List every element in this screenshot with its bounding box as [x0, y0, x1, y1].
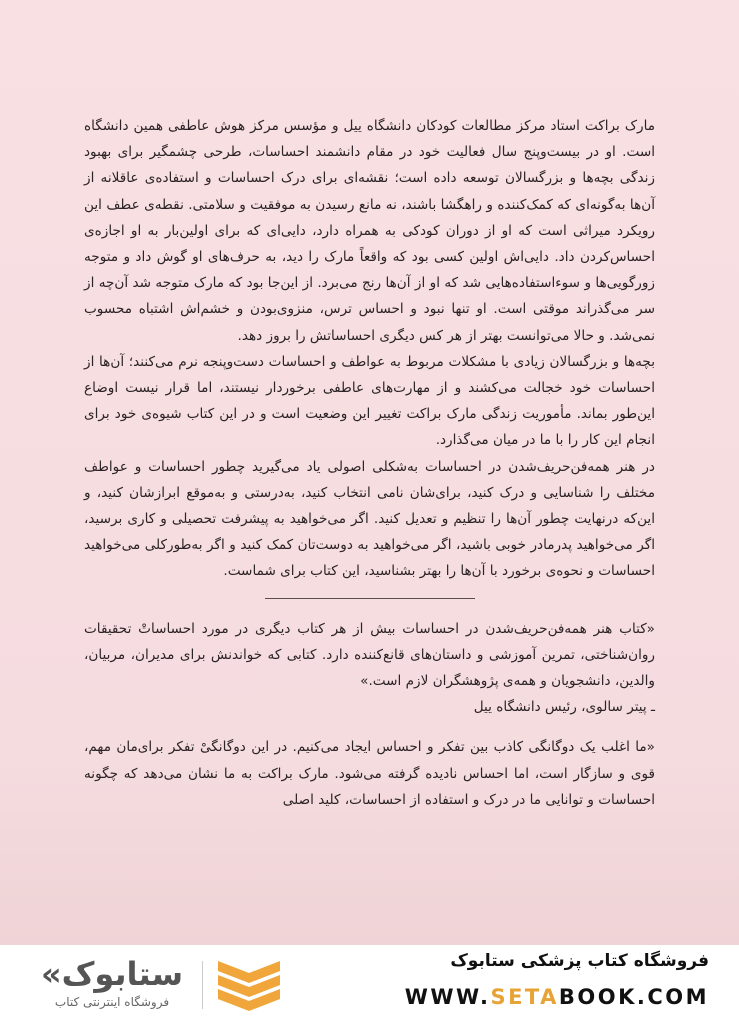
- url-highlight: SETA: [490, 985, 559, 1009]
- section-divider: [265, 598, 475, 599]
- url-prefix: WWW.: [404, 985, 491, 1009]
- store-name: فروشگاه کتاب پزشکی ستابوک: [450, 951, 709, 971]
- logo-wordmark: ستابوک»: [40, 955, 184, 993]
- body-paragraph-2: بچه‌ها و بزرگسالان زیادی با مشکلات مربوط به عواطف و احساسات دست‌وپنجه نرم می‌کنند؛ آن‌ها از احساسات خود خجالت می‌کشند و از مهارت‌های عاطفی برخوردار نیستند، اما قرار نیست اوضاع این‌طور بماند. مأموریت زندگی مارک براکت تغییر این وضعیت است و در این کتاب شیوه‌ی خود برای انجام این کار را با ما در میان می‌گذارد.: [84, 353, 655, 449]
- body-paragraph-3: در هنر همه‌فن‌حریف‌شدن در احساسات به‌شکلی اصولی یاد می‌گیرید چطور احساسات و عواطف مختلف را شناسایی و درک کنید، برای‌شان نامی انتخاب کنید، به‌درستی و به‌موقع ابرازشان کنید، و این‌که درنهایت چطور آن‌ها را تنظیم و تعدیل کنید. اگر می‌خواهید به پیشرفت تحصیلی و کاری برسید، اگر می‌خواهید پدرمادر خوبی باشید، اگر می‌خواهید به دوست‌تان کمک کنید و اگر به‌طورکلی می‌خواهید احساسات و نحوه‌ی برخورد با آن‌ها را بهتر بشناسید، این کتاب برای شماست.: [84, 458, 655, 580]
- endorsement-quote-2: [84, 734, 655, 813]
- store-footer-banner: [0, 945, 739, 1024]
- stacked-chevrons-icon: [214, 957, 284, 1015]
- url-suffix: BOOK.COM: [558, 985, 709, 1009]
- endorsement-quote-1: [84, 616, 655, 721]
- setabook-logo: [32, 955, 292, 1017]
- logo-separator: [202, 961, 203, 1009]
- cover-text: [84, 113, 655, 827]
- quote-1-text: «کتاب هنر همه‌فن‌حریف‌شدن در احساسات بیش از هر کتاب دیگری در مورد احساساتْ تحقیقات روان‌شناختی، تمرین آموزشی و داستان‌های قانع‌کننده دارد. کتابی که خواندنش برای مدیران، مربیان، والدین، دانشجویان و همه‌ی پژوهشگران لازم است.»: [84, 620, 655, 690]
- quote-2-text: «ما اغلب یک دوگانگی کاذب بین تفکر و احساس ایجاد می‌کنیم. در این دوگانگیْ تفکر برای‌مان مهم، قوی و سازگار است، اما احساس نادیده گرفته می‌شود. مارک براکت به ما نشان می‌دهد که چگونه احساسات و توانایی ما در درک و استفاده از احساسات، کلید اصلی: [84, 739, 655, 808]
- store-website-url: [405, 985, 709, 1009]
- logo-tagline: فروشگاه اینترنتی کتاب: [54, 995, 170, 1009]
- body-paragraph-1: مارک براکت استاد مرکز مطالعات کودکان دانشگاه ییل و مؤسس مرکز هوش عاطفی همین دانشگاه است. او در بیست‌وپنج سال فعالیت خود در مقام دانشمند احساسات، طرحی چشمگیر برای بهبود زندگی بچه‌ها و بزرگسالان توسعه داده است؛ نقشه‌ای برای درک احساسات و استفاده‌ی عاقلانه از آن‌ها به‌گونه‌ای که کمک‌کننده و راهگشا باشند، نه مانع رسیدن به موفقیت و سلامتی. نقطه‌ی عطف این رویکرد میراثی است که او از دوران کودکی به همراه دارد، دایی‌ای که برای اولین‌بار به او اجازه‌ی احساس‌کردن داد. دایی‌اش اولین کسی بود که واقعاً مارک را دید، به حرف‌های او گوش داد و متوجه زورگویی‌ها و سوءاستفاده‌هایی شد که او از آن‌ها رنج می‌برد. از این‌جا بود که مارک متوجه شد آن‌چه از سر می‌گذراند موقتی است. او تنها نبود و احساس ترس، منزوی‌بودن و خشم‌اش اشتباه محسوب نمی‌شد. و حالا می‌توانست بهتر از هر کس دیگری احساساتش را بروز دهد.: [84, 118, 655, 344]
- quote-1-attribution: ـ پیتر سالوی، رئیس دانشگاه ییل: [473, 699, 655, 716]
